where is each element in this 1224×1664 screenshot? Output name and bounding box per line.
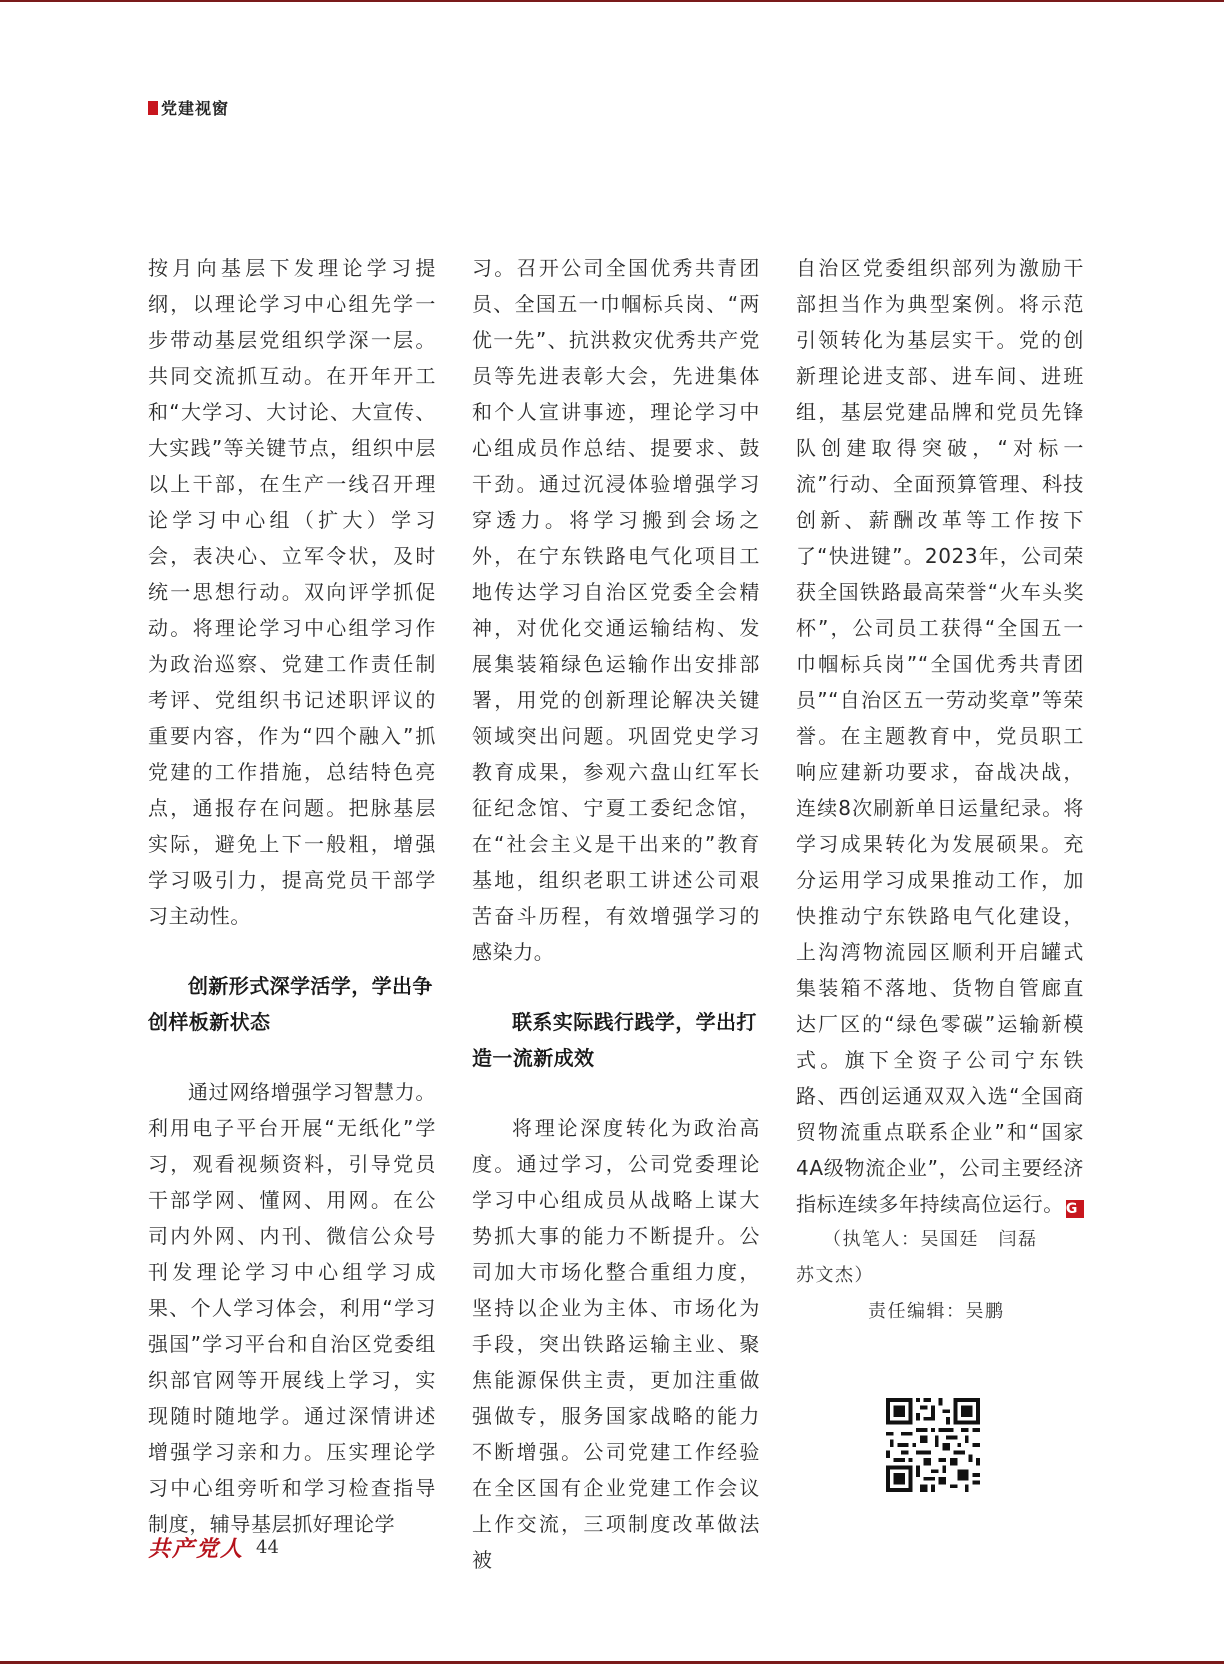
section-heading: 联系实际践行践学，学出打造一流新成效 <box>472 1010 757 1070</box>
qr-code-icon <box>886 1398 980 1492</box>
editor-credit: 责任编辑：吴鹏 <box>868 1301 1005 1322</box>
red-square-marker <box>148 101 158 115</box>
paragraph: 按月向基层下发理论学习提纲，以理论学习中心组先学一步带动基层党组织学深一层。共同交流抓互动。在开年开工和“大学习、大讨论、大宣传、大实践”等关键节点，组织中层以上干部，在生产一线召开理论学习中心组（扩大）学习会，表决心、立军令状，及时统一思想行动。双向评学抓促动。将理论学习中心组学习作为政治巡察、党建工作责任制考评、党组织书记述职评议的重要内容，作为“四个融入”抓党建的工作措施，总结特色亮点，通报存在问题。把脉基层实际，避免上下一般粗，增强学习吸引力，提高党员干部学习主动性。 <box>148 256 436 928</box>
paragraph: 通过网络增强学习智慧力。利用电子平台开展“无纸化”学习，观看视频资料，引导党员干部学网、懂网、用网。在公司内外网、内刊、微信公众号刊发理论学习中心组学习成果、个人学习体会，利用“学习强国”学习平台和自治区党委组织部官网等开展线上学习，实现随时随地学。通过深情讲述增强学习亲和力。压实理论学习中心组旁听和学习检查指导制度，辅导基层抓好理论学 <box>148 1080 436 1536</box>
article-column-3 <box>796 250 1084 1330</box>
section-tag-text: 党建视窗 <box>161 99 230 118</box>
section-heading: 创新形式深学活学，学出争创样板新状态 <box>148 974 433 1034</box>
article-column-2 <box>472 250 760 1578</box>
end-of-article-icon: G <box>1066 1200 1084 1218</box>
paragraph-text: 自治区党委组织部列为激励干部担当作为典型案例。将示范引领转化为基层实干。党的创新理论进支部、进车间、进班组，基层党建品牌和党员先锋队创建取得突破，“对标一流”行动、全面预算管理、科技创新、薪酬改革等工作按下了“快进键”。2023年，公司荣获全国铁路最高荣誉“火车头奖杯”，公司员工获得“全国五一巾帼标兵岗”“全国优秀共青团员”“自治区五一劳动奖章”等荣誉。在主题教育中，党员职工响应建新功要求，奋战决战，连续8次刷新单日运量纪录。将学习成果转化为发展硕果。充分运用学习成果推动工作，加快推动宁东铁路电气化建设，上沟湾物流园区顺利开启罐式集装箱不落地、货物自管廊直达厂区的“绿色零碳”运输新模式。旗下全资子公司宁东铁路、西创运通双双入选“全国商贸物流重点联系企业”和“国家4A级物流企业”，公司主要经济指标连续多年持续高位运行。 <box>796 256 1084 1216</box>
page-footer <box>148 1532 279 1563</box>
paragraph <box>796 250 1084 1222</box>
article-column-1 <box>148 250 436 1542</box>
top-border <box>0 0 1224 2</box>
author-credit-continued: 苏文杰） <box>796 1265 874 1286</box>
author-credit: （执笔人：吴国廷 闫磊 <box>823 1229 1038 1250</box>
paragraph: 习。召开公司全国优秀共青团员、全国五一巾帼标兵岗、“两优一先”、抗洪救灾优秀共产党员等先进表彰大会，先进集体和个人宣讲事迹，理论学习中心组成员作总结、提要求、鼓干劲。通过沉浸体验增强学习穿透力。将学习搬到会场之外，在宁东铁路电气化项目工地传达学习自治区党委全会精神，对优化交通运输结构、发展集装箱绿色运输作出安排部署，用党的创新理论解决关键领域突出问题。巩固党史学习教育成果，参观六盘山红军长征纪念馆、宁夏工委纪念馆，在“社会主义是干出来的”教育基地，组织老职工讲述公司艰苦奋斗历程，有效增强学习的感染力。 <box>472 256 760 964</box>
paragraph: 将理论深度转化为政治高度。通过学习，公司党委理论学习中心组成员从战略上谋大势抓大事的能力不断提升。公司加大市场化整合重组力度，坚持以企业为主体、市场化为手段，突出铁路运输主业、聚焦能源保供主责，更加注重做强做专，服务国家战略的能力不断增强。公司党建工作经验在全区国有企业党建工作会议上作交流，三项制度改革做法被 <box>472 1116 760 1572</box>
magazine-logo: 共产党人 <box>148 1536 245 1562</box>
page-number: 44 <box>256 1537 279 1558</box>
section-tag <box>148 96 229 119</box>
